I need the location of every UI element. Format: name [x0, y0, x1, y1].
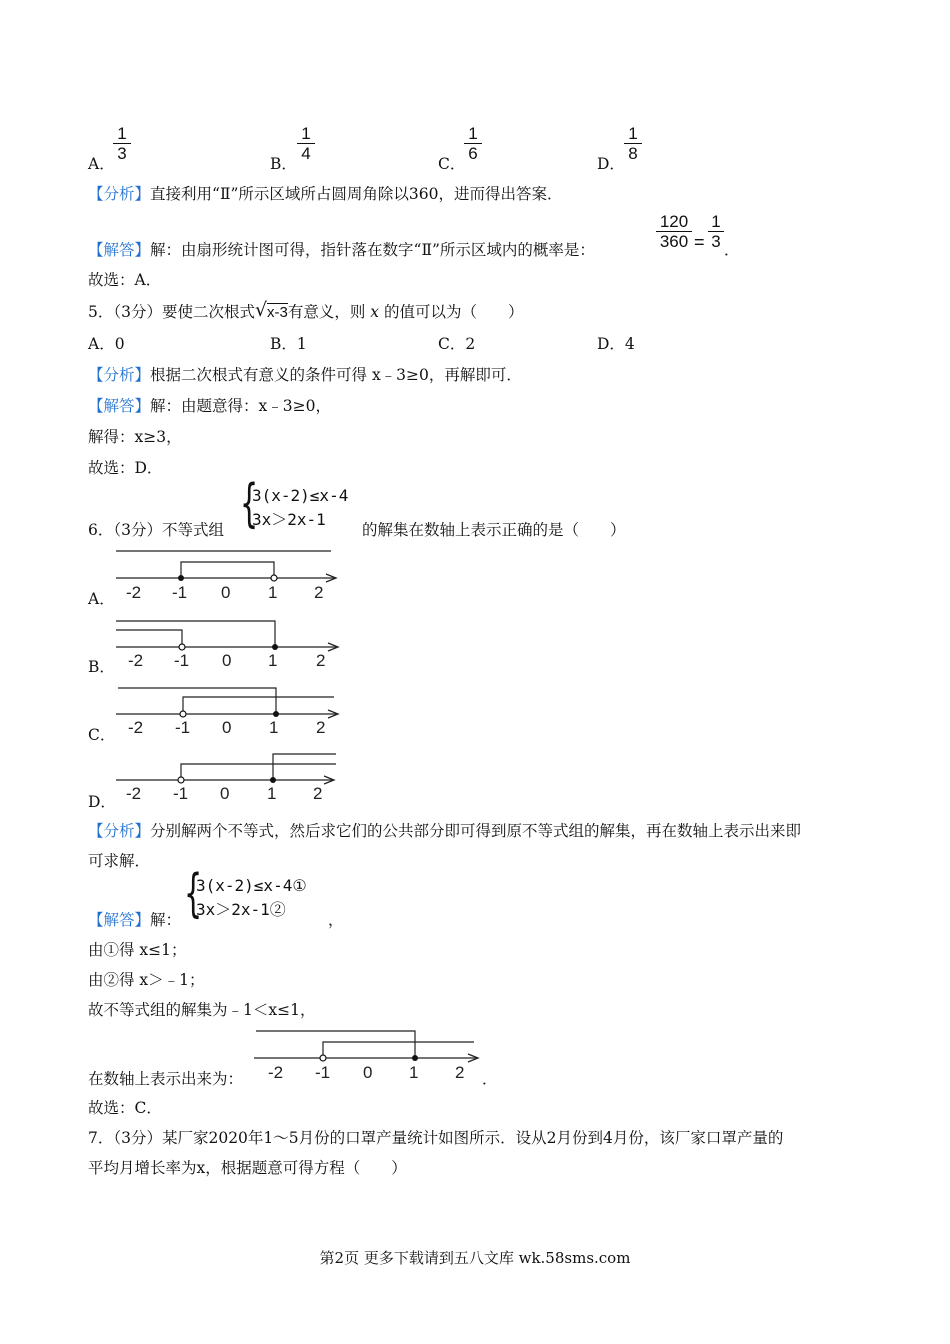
analysis-text: 直接利用“Ⅱ”所示区域所占圆周角除以360，进而得出答案． [150, 185, 563, 203]
tick-label: 1 [267, 784, 277, 803]
analysis-tag: 【分析】 [88, 822, 151, 840]
q6-analysis-line2: 可求解． [88, 852, 151, 870]
option-letter: A． [88, 155, 115, 173]
left-brace: { [240, 474, 259, 534]
page-footer: 第2页 更多下载请到五八文库 wk.58sms.com [319, 1249, 631, 1267]
option-letter: D． [597, 155, 625, 173]
q6-choice: 故选：C． [88, 1099, 162, 1117]
q6-step4: 在数轴上表示出来为： [88, 1070, 244, 1088]
tick-label: 1 [269, 718, 279, 737]
q6-option-b: B． [88, 658, 115, 676]
analysis-tag: 【分析】 [88, 366, 151, 384]
q6-stem-a: 6．（3分）不等式组 [88, 521, 224, 539]
tick-label: 0 [220, 784, 230, 803]
tick-labels [126, 583, 323, 602]
solution-text: 解：由题意得：x﹣3≥0， [150, 397, 331, 415]
q6-option-c: C． [88, 726, 116, 744]
tick-label: 2 [316, 651, 326, 670]
number-line-d [116, 754, 336, 803]
tick-label: -2 [128, 718, 144, 737]
tick-label: 2 [316, 718, 326, 737]
analysis-text: 分别解两个不等式，然后求它们的公共部分即可得到原不等式组的解集，再在数轴上表示出来即 [150, 822, 802, 840]
tick-label: 0 [363, 1063, 373, 1082]
tick-label: -1 [173, 784, 189, 803]
option-letter: C． [438, 155, 466, 173]
tick-label: 2 [313, 784, 323, 803]
inequality-1: 3(x-2)≤x-4 [252, 486, 349, 505]
tick-label: -1 [315, 1063, 331, 1082]
fraction: 1 6 [464, 124, 482, 163]
tick-label: -1 [174, 651, 190, 670]
tick-labels [126, 784, 322, 803]
number-line-solution [254, 1031, 478, 1082]
q7-line1: 7．（3分）某厂家2020年1～5月份的口罩产量统计如图所示．设从2月份到4月份，该厂家口罩产量的 [88, 1129, 784, 1147]
q6-stem-b: 的解集在数轴上表示正确的是（ ） [362, 521, 626, 539]
q7-line2: 平均月增长率为x，根据题意可得方程（ ） [88, 1159, 407, 1177]
variable: x [370, 303, 380, 321]
radical: √ x-3 [254, 299, 288, 321]
q5-option-d: D．4 [597, 335, 635, 353]
tick-label: 1 [268, 583, 278, 602]
tick-label: 1 [268, 651, 278, 670]
tick-label: 2 [314, 583, 324, 602]
tick-label: -1 [172, 583, 188, 602]
tick-labels [128, 718, 325, 737]
fraction: 1 3 [113, 124, 131, 163]
inequality-system-solution [196, 874, 307, 922]
tick-labels [128, 651, 325, 670]
option-letter: B． [270, 155, 297, 173]
solution-text: 解： [150, 911, 182, 929]
analysis-text: 根据二次根式有意义的条件可得 x﹣3≥0，再解即可． [150, 366, 522, 384]
fraction-1-3: 1 3 [708, 212, 724, 251]
comma: ， [328, 911, 344, 929]
inequality-1: 3(x-2)≤x-4① [196, 876, 307, 895]
inequality-2: 3x＞2x-1 [252, 510, 326, 529]
tick-label: 2 [455, 1063, 465, 1082]
tick-label: -2 [268, 1063, 284, 1082]
q6-step3: 故不等式组的解集为﹣1＜x≤1， [88, 1001, 316, 1019]
fraction: 1 4 [297, 124, 315, 163]
solution-tag: 【解答】 [88, 241, 151, 259]
q6-step2: 由②得 x＞﹣1； [88, 971, 205, 989]
solution-tag: 【解答】 [88, 397, 151, 415]
fraction-120-360: 120 360 [656, 212, 692, 251]
tick-label: 0 [222, 718, 232, 737]
q6-option-a: A． [88, 590, 115, 608]
stem-text: 有意义，则 [287, 303, 366, 321]
solution-text: 解：由扇形统计图可得，指针落在数字“Ⅱ”所示区域内的概率是： [150, 241, 595, 259]
q4-choice: 故选：A． [88, 271, 162, 289]
left-brace: { [184, 864, 203, 924]
tick-label: 0 [221, 583, 231, 602]
tick-label: 0 [222, 651, 232, 670]
tick-label: -2 [126, 784, 142, 803]
q6-step1: 由①得 x≤1； [88, 941, 187, 959]
period: ． [482, 1070, 498, 1088]
fraction: 1 8 [624, 124, 642, 163]
q5-option-a: A．0 [88, 335, 125, 353]
q5-option-b: B．1 [270, 335, 307, 353]
period: ． [724, 241, 740, 259]
tick-labels [268, 1063, 464, 1082]
q6-solution [88, 908, 181, 930]
q5-line2: 解得：x≥3， [88, 428, 182, 446]
tick-label: 1 [409, 1063, 419, 1082]
q6-option-d: D． [88, 793, 116, 811]
number-line-c [116, 688, 338, 737]
stem-text: 的值可以为（ ） [383, 303, 524, 321]
equals-sign: = [694, 232, 705, 252]
tick-label: -2 [126, 583, 142, 602]
q6-analysis [88, 819, 801, 841]
solution-tag: 【解答】 [88, 911, 151, 929]
number-line-b [116, 621, 338, 670]
q5-choice: 故选：D． [88, 459, 163, 477]
radicand: x-3 [266, 304, 288, 321]
tick-label: -1 [175, 718, 191, 737]
inequality-2: 3x＞2x-1② [196, 900, 286, 919]
number-line-a [116, 551, 336, 602]
analysis-tag: 【分析】 [88, 185, 151, 203]
q5-option-c: C．2 [438, 335, 476, 353]
stem-text: 5．（3分）要使二次根式 [88, 303, 255, 321]
tick-label: -2 [128, 651, 144, 670]
